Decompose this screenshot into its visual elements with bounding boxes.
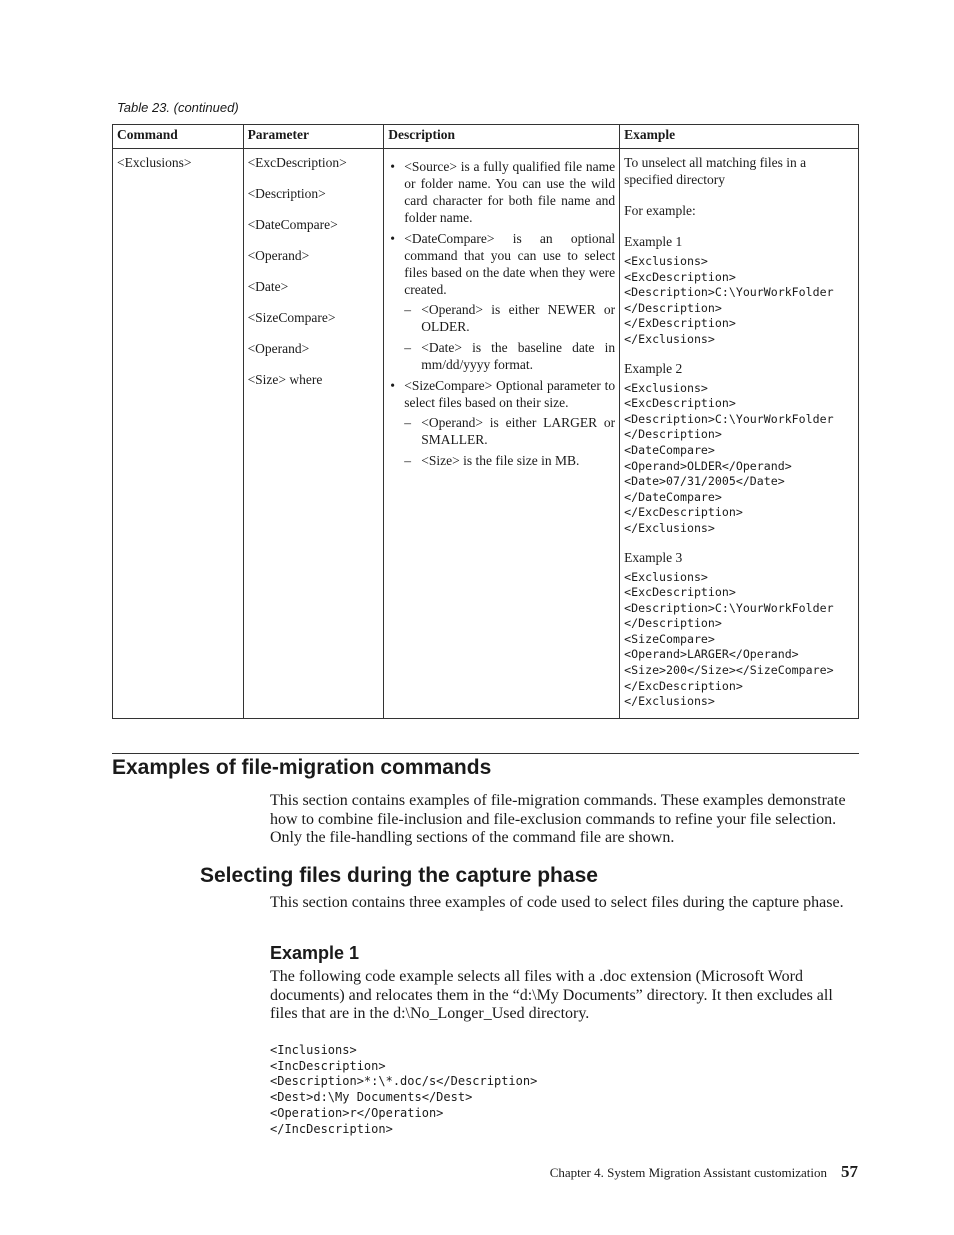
column-header-description: Description <box>384 125 620 149</box>
sub-item-text: <Operand> is either NEWER or OLDER. <box>421 302 616 334</box>
sub-item-text: <Date> is the baseline date in mm/dd/yyyy format. <box>421 340 616 372</box>
column-header-example: Example <box>620 125 859 149</box>
bullet-mark: • <box>390 231 395 246</box>
sub-list <box>404 301 615 373</box>
page-number: 57 <box>841 1162 858 1181</box>
description-list <box>388 158 615 469</box>
parameter-item: <Operand> <box>247 341 310 356</box>
description-cell <box>384 149 620 719</box>
example-intro: To unselect all matching files in a specified directory <box>624 155 807 187</box>
example-code: <Exclusions> <ExcDescription> <Description>C:\YourWorkFolder </Description> <DateCompare> <Operand>OLDER</Operand> <Date>07/31/2005</Date> </DateCompare> </ExcDescription> </Exclusions> <box>624 380 834 535</box>
sub-item <box>404 301 615 335</box>
example-code: <Exclusions> <ExcDescription> <Description>C:\YourWorkFolder </Description> <SizeCompare> <Operand>LARGER</Operand> <Size>200</Size></SizeCompare> </ExcDescription> </Exclusions> <box>624 569 834 709</box>
chapter-title: Chapter 4. System Migration Assistant customization <box>549 1165 827 1180</box>
parameter-item: <Size> where <box>247 372 323 387</box>
bullet-text: <SizeCompare> Optional parameter to select files based on their size. <box>404 378 616 410</box>
command-name: <Exclusions> <box>117 155 192 170</box>
parameter-item: <Date> <box>247 279 289 294</box>
dash-mark: – <box>404 453 412 468</box>
bullet-text: <DateCompare> is an optional command that you can use to select files based on the date when they were created. <box>404 231 616 297</box>
example-label: Example 2 <box>624 360 683 376</box>
example-code: <Exclusions> <ExcDescription> <Description>C:\YourWorkFolder </Description> </ExDescription> </Exclusions> <box>624 254 834 346</box>
sub-item-text: <Operand> is either LARGER or SMALLER. <box>421 415 616 447</box>
sub-item <box>404 452 615 469</box>
bullet-text: <Source> is a fully qualified file name or folder name. You can use the wild card character for both file name and folder name. <box>404 159 616 225</box>
dash-mark: – <box>404 340 412 355</box>
section-body: This section contains examples of file-migration commands. These examples demonstrate how to combine file-inclusion and file-exclusion commands to refine your file selection. Only the file-handling sections of the command file are shown. <box>270 792 846 847</box>
example-cell <box>620 149 859 719</box>
section-divider <box>112 753 859 754</box>
column-header-command: Command <box>113 125 244 149</box>
parameter-item: <Operand> <box>247 248 310 263</box>
description-bullet <box>388 377 615 469</box>
parameter-item: <ExcDescription> <box>247 155 347 170</box>
command-cell <box>113 149 244 719</box>
table-caption: Table 23. (continued) <box>117 100 239 115</box>
bullet-mark: • <box>390 378 395 393</box>
parameter-item: <SizeCompare> <box>247 310 336 325</box>
subsection-heading: Selecting files during the capture phase <box>200 864 598 887</box>
example-heading: Example 1 <box>270 943 360 963</box>
example-code-block: <Inclusions> <IncDescription> <Description>*:\*.doc/s</Description> <Dest>d:\My Documents</Dest> <Operation>r</Operation> </IncDescription> <box>270 1043 538 1136</box>
column-header-parameter: Parameter <box>243 125 384 149</box>
table-header-row <box>113 125 859 149</box>
parameter-item: <DateCompare> <box>247 217 338 232</box>
parameter-item: <Description> <box>247 186 326 201</box>
bullet-mark: • <box>390 159 395 174</box>
description-bullet <box>388 230 615 373</box>
page-footer <box>550 1162 858 1182</box>
example-body: The following code example selects all files with a .doc extension (Microsoft Word documents) and relocates them in the “d:\My Documents” directory. It then excludes all files that are in the d:\No_Longer_Used directory. <box>270 968 833 1023</box>
dash-mark: – <box>404 415 412 430</box>
sub-item-text: <Size> is the file size in MB. <box>421 453 580 468</box>
sub-item <box>404 339 615 373</box>
table-23 <box>112 124 859 719</box>
parameter-cell <box>243 149 384 719</box>
table-row <box>113 149 859 719</box>
sub-item <box>404 414 615 448</box>
description-bullet <box>388 158 615 226</box>
subsection-body: This section contains three examples of code used to select files during the capture phase. <box>270 894 844 911</box>
sub-list <box>404 414 615 469</box>
section-heading: Examples of file-migration commands <box>112 756 492 779</box>
dash-mark: – <box>404 302 412 317</box>
example-for: For example: <box>624 203 696 218</box>
example-label: Example 1 <box>624 234 683 249</box>
example-label: Example 3 <box>624 549 683 565</box>
